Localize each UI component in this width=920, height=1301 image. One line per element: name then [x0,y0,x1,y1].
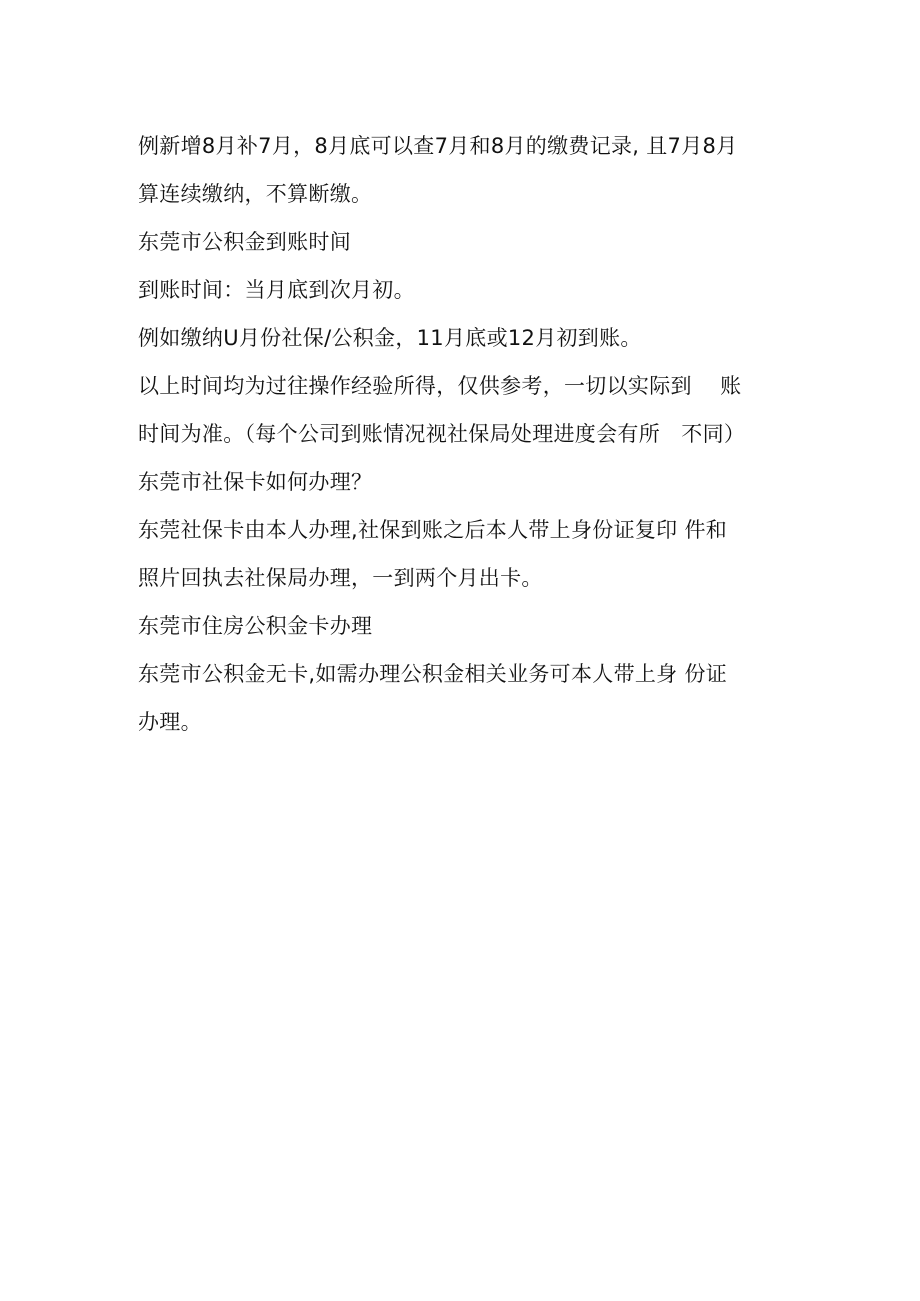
body-text-line: 照片回执去社保局办理，一到两个月出卡。 [138,566,543,590]
section-heading: 东莞市住房公积金卡办理 [138,614,373,638]
body-text-line: 以上时间均为过往操作经验所得，仅供参考，一切以实际到 账 [138,374,742,398]
section-heading: 东莞市社保卡如何办理？ [138,470,373,494]
section-heading: 东莞市公积金到账时间 [138,230,351,254]
body-text-line: 算连续缴纳，不算断缴。 [138,182,373,206]
body-text-line: 办理。 [138,710,202,734]
document-body [138,122,798,746]
body-text-line: 到账时间：当月底到次月初。 [138,278,415,302]
body-text-line: 时间为准。（每个公司到账情况视社保局处理进度会有所 不同） [138,422,746,446]
body-text-line: 例新增8月补7月，8月底可以查7月和8月的缴费记录, 且7月8月 [138,134,738,158]
body-text-line: 东莞市公积金无卡,如需办理公积金相关业务可本人带上身 份证 [138,662,728,686]
body-text-line: 东莞社保卡由本人办理,社保到账之后本人带上身份证复印 件和 [138,518,728,542]
body-text-line: 例如缴纳U月份社保/公积金，11月底或12月初到账。 [138,326,642,350]
